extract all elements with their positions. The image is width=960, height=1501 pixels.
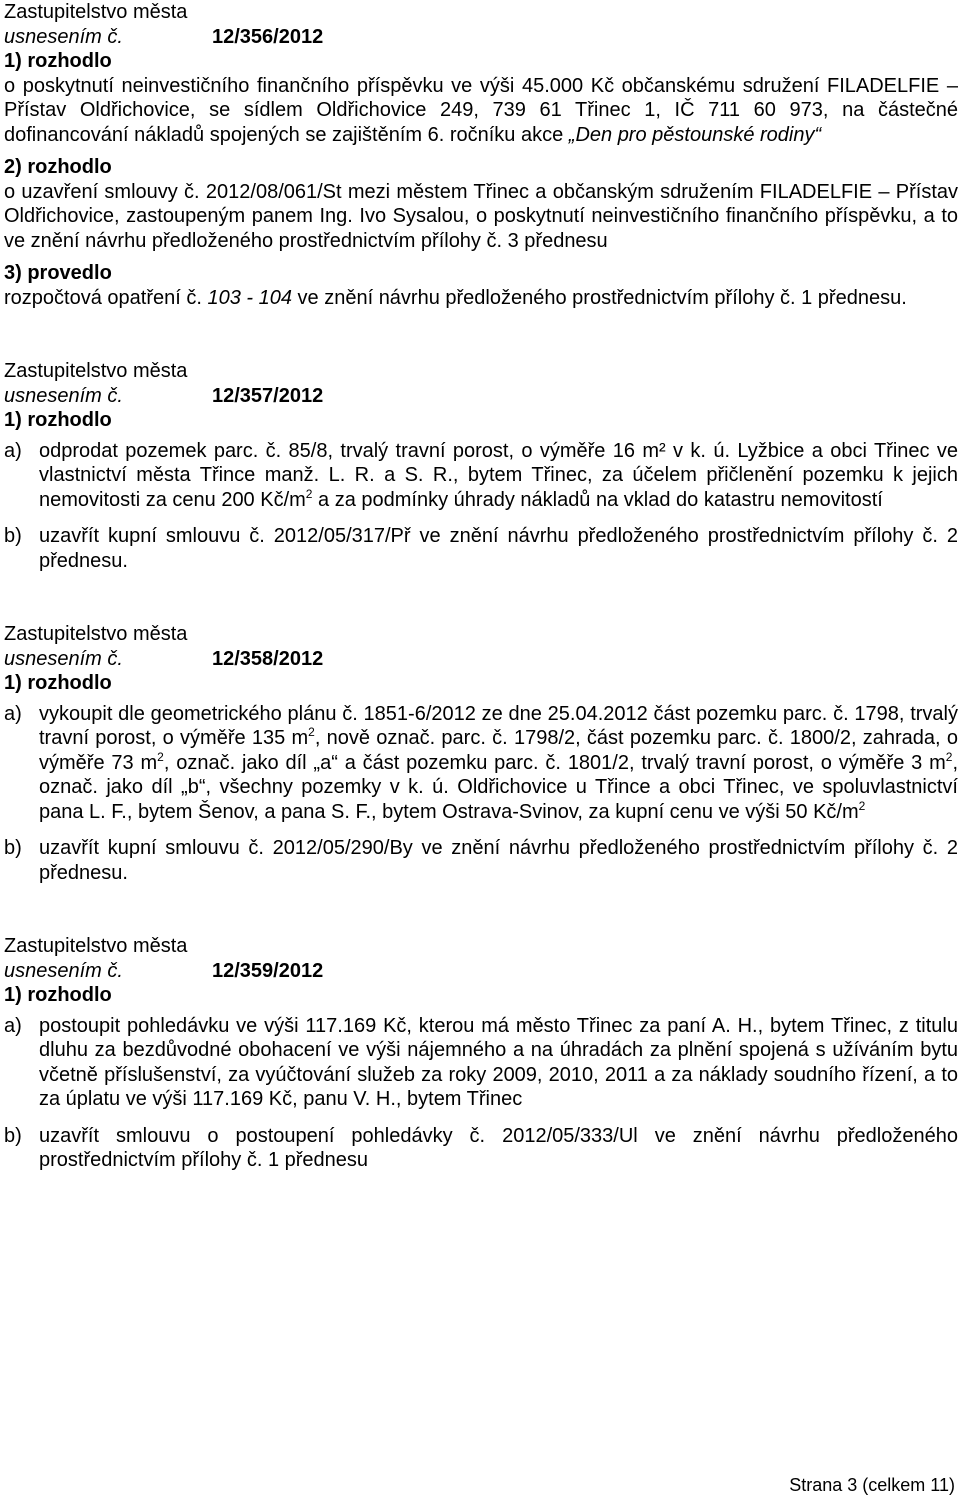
list-item [4,1014,958,1112]
item-text: uzavřít smlouvu o postoupení pohledávky č. 2012/05/333/Ul ve znění návrhu předloženého prostřednictvím přílohy č. 1 přednesu [39,1124,958,1171]
superscript: 2 [945,749,953,764]
document-page [4,0,958,1173]
resolution-12-359 [4,934,958,1173]
superscript: 2 [157,749,164,764]
part-heading: 3) provedlo [4,262,112,284]
list-item [4,1124,958,1173]
superscript: 2 [305,486,313,501]
item-text: vykoupit dle geometrického plánu č. 1851-6/2012 ze dne 25.04.2012 část pozemku parc. č. 1798, trvalý travní porost, o výměře 135 m [39,702,958,749]
event-name: „Den pro pěstounské rodiny“ [568,123,822,146]
resolution-number: 12/359/2012 [212,959,324,982]
part-heading: 1) rozhodlo [4,672,112,694]
list-item [4,524,958,573]
resolution-12-357 [4,359,958,573]
part-text-main: o poskytnutí neinvestičního finančního příspěvku ve výši 45.000 Kč občanskému sdružení FILADELFIE – Přístav Oldřichovice, se sídlem Oldřichovice 249, 739 61 Třinec 1, IČ 711 60 973, na částečné dofinancování nákladů spojených se zajištěním 6. ročníku akce [4,74,958,146]
item-text: uzavřít kupní smlouvu č. 2012/05/317/Př ve znění návrhu předloženého prostřednictvím přílohy č. 2 přednesu. [39,525,958,572]
item-marker: b) [4,525,22,547]
resolution-number: 12/356/2012 [212,25,324,48]
item-text: odprodat pozemek parc. č. 85/8, trvalý travní porost, o výměře 16 m² v k. ú. Lyžbice a obci Třinec ve vlastnictví města Třince manž. L. R. a S. R., bytem Třinec, za účelem přičlenění pozemku k jejich nemovitosti za cenu 200 Kč/m [39,439,958,511]
item-marker: a) [4,1014,22,1037]
resolution-12-358 [4,622,958,885]
part-heading: 1) rozhodlo [4,984,112,1006]
item-text: , označ. jako díl „a“ a část pozemku parc. č. 1801/2, trvalý travní porost, o výměře 3 m [163,751,946,774]
part-heading: 1) rozhodlo [4,409,112,431]
resolution-label: usnesením č. [4,959,123,982]
item-marker: a) [4,439,22,462]
resolution-number-line [4,25,958,50]
resolution-number-line [4,959,958,984]
page-number: Strana 3 (celkem 11) [789,1475,955,1495]
resolution-label: usnesením č. [4,25,123,48]
part-text-main: rozpočtová opatření č. [4,286,208,309]
item-marker: a) [4,702,22,725]
item-text: , nově označ. parc. č. 1798/2, část pozemku parc. č. 1800/2, zahrada, o výměře 73 m [39,727,958,774]
resolution-number: 12/357/2012 [212,384,324,407]
item-text-tail: a za podmínky úhrady nákladů na vklad do katastru nemovitostí [312,488,883,511]
part-text [4,286,958,311]
council-label: Zastupitelstvo města [4,935,188,957]
item-marker: b) [4,1124,22,1147]
item-marker: b) [4,837,22,859]
list-item [4,702,958,825]
resolution-label: usnesením č. [4,647,123,670]
part-heading: 1) rozhodlo [4,50,112,72]
part-text [4,74,958,148]
part-heading: 2) rozhodlo [4,156,112,178]
resolution-12-356 [4,0,958,310]
item-text: , označ. jako díl „b“, všechny pozemky v k. ú. Oldřichovice u Třince a obci Třinec, ve spoluvlastnictví pana L. F., bytem Šenov, a pana S. F., bytem Ostrava-Svinov, za kupní cenu ve výši 50 Kč/m [39,751,958,823]
list-item [4,439,958,513]
item-text: postoupit pohledávku ve výši 117.169 Kč, kterou má město Třinec za paní A. H., bytem Třinec, z titulu dluhu za bezdůvodné obohacení ve výši nájemného a na úhradách za plnění spojená s užíváním bytu včetně příslušenství, za vyúčtování služeb za roky 2009, 2010, 2011 a za náklady soudního řízení, a to za úplatu ve výši 117.169 Kč, panu V. H., bytem Třinec [39,1014,958,1110]
part-text-tail: ve znění návrhu předloženého prostřednictvím přílohy č. 1 přednesu. [291,286,907,309]
resolution-number-line [4,384,958,409]
council-label: Zastupitelstvo města [4,360,188,382]
resolution-label: usnesením č. [4,384,123,407]
item-text: uzavřít kupní smlouvu č. 2012/05/290/By ve znění návrhu předloženého prostřednictvím přílohy č. 2 přednesu. [39,837,958,884]
resolution-number: 12/358/2012 [212,647,324,670]
superscript: 2 [308,725,315,739]
council-label: Zastupitelstvo města [4,623,188,645]
superscript: 2 [858,798,866,813]
council-label: Zastupitelstvo města [4,1,188,23]
budget-measure-range: 103 - 104 [207,286,292,309]
resolution-number-line [4,647,958,672]
part-text: o uzavření smlouvy č. 2012/08/061/St mezi městem Třinec a občanským sdružením FILADELFIE – Přístav Oldřichovice, zastoupeným panem Ing. Ivo Sysalou, o poskytnutí neinvestičního finančního příspěvku, a to ve znění návrhu předloženého prostřednictvím přílohy č. 3 přednesu [4,180,958,252]
list-item [4,836,958,885]
